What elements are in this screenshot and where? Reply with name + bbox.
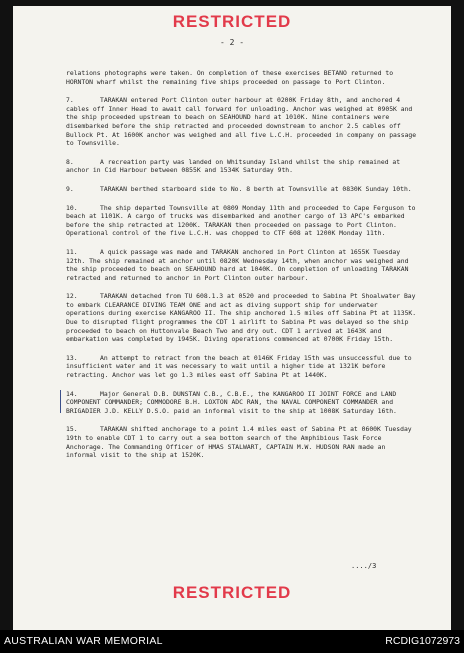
paragraph-number: 12.	[66, 292, 78, 301]
paragraph-number: 15.	[66, 425, 78, 434]
continued-marker: ..../3	[351, 562, 377, 570]
archive-footer	[0, 630, 464, 653]
paragraph-number: 8.	[66, 157, 74, 166]
paragraph-11	[66, 248, 418, 282]
paragraph-text: A quick passage was made and TARAKAN anchored in Port Clinton at 1655K Tuesday 12th. The ship remained at anchor until 0820K Wednesday 14th, when anchor was weighed and the ship proceeded to beach on SEAHOUND hard at 1040K. On completion of unloading TARAKAN retracted and returned to anchor in Port Clinton outer harbour.	[66, 247, 413, 282]
paragraph-text: TARAKAN berthed starboard side to No. 8 berth at Townsville at 0830K Sunday 10th.	[100, 184, 412, 193]
restricted-stamp-top: RESTRICTED	[172, 12, 292, 31]
paragraph-9	[66, 185, 418, 194]
paragraph-15	[66, 425, 418, 459]
paragraph-number: 11.	[66, 247, 78, 256]
paragraph-text: An attempt to retract from the beach at 0146K Friday 15th was unsuccessful due to insufficient water and it was necessary to wait until a higher tide at 1321K before retracting. Anchor was let go 1.3 miles east off Sabina Pt at 1440K.	[66, 353, 416, 380]
paragraph-text: A recreation party was landed on Whitsunday Island whilst the ship remained at anchor in Cid Harbour between 0855K and 1534K Saturday 9th.	[66, 157, 404, 175]
document-body	[66, 69, 418, 470]
paragraph-text: The ship departed Townsville at 0809 Monday 11th and proceeded to Cape Ferguson to beach at 1101K. A cargo of trucks was disembarked and another cargo of 13 APC's embarked before the ship retracted at 1200K. TARAKAN then proceeded on passage to Port Clinton. Operational control of the five L.C.H. was chopped to CTF 608 at 1200K Monday 11th.	[66, 203, 420, 238]
paragraph-number: 9.	[66, 184, 74, 193]
paragraph-number: 7.	[66, 96, 74, 105]
paragraph-7	[66, 96, 418, 148]
paragraph-text: TARAKAN shifted anchorage to a point 1.4 miles east of Sabina Pt at 0600K Tuesday 19th to enable CDT 1 to carry out a sea bottom search of the Amphibious Task Force Anchorage. The Commanding Officer of HMAS STALWART, CAPTAIN M.W. HUDSON RAN made an informal visit to the ship at 1520K.	[66, 425, 416, 460]
paragraph-14	[66, 390, 418, 416]
document-page	[13, 6, 451, 630]
restricted-stamp-bottom: RESTRICTED	[172, 583, 292, 602]
page-number: - 2 -	[219, 38, 245, 47]
paragraph-10	[66, 204, 418, 238]
intro-paragraph: relations photographs were taken. On completion of these exercises BETANO returned to HORNTON wharf whilst the remaining five ships proceeded on passage to Port Clinton.	[66, 69, 397, 86]
paragraph-13	[66, 354, 418, 380]
paragraph-12	[66, 292, 418, 344]
paragraph-number: 13.	[66, 353, 78, 362]
paragraph-number: 14.	[66, 389, 78, 398]
paragraph-8	[66, 158, 418, 175]
paragraph-text: TARAKAN entered Port Clinton outer harbour at 0200K Friday 8th, and anchored 4 cables off Inner Head to await call forward for unloading. Anchor was weighed at 0905K and the ship proceeded upstream to beach on SEAHOUND hard at 1010K. Nine containers were disembarked before the ship retracted and proceeded downstream to anchor 2.5 cables off Bullock Pt. At 1600K anchor was weighed and all five L.C.H. proceeded in company on passage to Townsville.	[66, 96, 420, 148]
footer-institution: AUSTRALIAN WAR MEMORIAL	[4, 635, 163, 647]
paragraph-text: TARAKAN detached from TU 608.1.3 at 0520 and proceeded to Sabina Pt Shoalwater Bay to embark CLEARANCE DIVING TEAM ONE and act as diving support ship for underwater operations during exercise KANGAROO II. The ship anchored 1.5 miles off Sabina Pt at 1135K. Due to disrupted flight programmes the CDT 1 airlift to Sabina Pt was delayed so the ship proceeded to beach on Huttonvale Beach Two and dry out. CDT 1 arrived at 1643K and embarkation was completed by 1945K. Diving operations commenced at 0700K Friday 15th.	[66, 292, 420, 344]
paragraph-text: Major General D.B. DUNSTAN C.B., C.B.E., the KANGAROO II JOINT FORCE and LAND COMPONENT COMMANDER; COMMODORE B.H. LOXTON ADC RAN, the NAVAL COMPONENT COMMANDER and BRIGADIER J.D. KELLY D.S.O. paid an informal visit to the ship at 1008K Saturday 16th.	[66, 389, 401, 415]
footer-record-id: RCDIG1072973	[385, 635, 460, 647]
paragraph-number: 10.	[66, 203, 78, 212]
